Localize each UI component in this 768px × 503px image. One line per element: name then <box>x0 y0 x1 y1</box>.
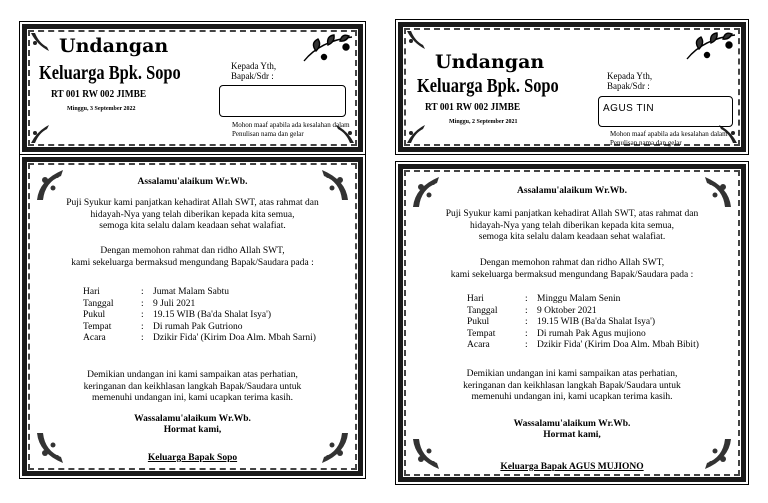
rt-rw-label: RT 001 RW 002 JIMBE <box>51 88 147 100</box>
floral-ornament-icon <box>29 31 51 53</box>
apology-note: Mohon maaf apabila ada kesalahan dalam Penulisan nama dan gelar <box>232 121 350 138</box>
detail-row-time: Pukul : 19.15 WIB (Ba'da Shalat Isya') <box>83 310 272 320</box>
detail-row-event: Acara : Dzikir Fida' (Kirim Doa Alm. Mbah Bibit) <box>467 340 699 350</box>
closing-paragraph: Demikian undangan ini kami sampaikan atas perhatian, keringanan dan keikhlasan langkah Bapak/Saudara untuk memenuhi undangan ini, kami ucapkan terima kasih. <box>463 369 681 402</box>
greeting: Assalamu'alaikum Wr.Wb. <box>137 177 248 187</box>
event-details <box>83 287 316 345</box>
kepada-label: Kepada Yth, Bapak/Sdr : <box>607 71 653 91</box>
date-label: Minggu, 3 September 2022 <box>67 106 136 112</box>
family-name: Keluarga Bpk. Sopo <box>417 75 559 97</box>
detail-row-place: Tempat : Di rumah Pak Agus mujiono <box>467 328 646 339</box>
floral-ornament-icon <box>29 123 51 145</box>
detail-row-place: Tempat : Di rumah Pak Gutriono <box>83 321 243 332</box>
detail-row-day: Hari : Jumat Malam Sabtu <box>83 287 229 297</box>
detail-row-date: Tanggal : 9 Oktober 2021 <box>467 305 597 316</box>
recipient-name-box[interactable] <box>219 85 346 117</box>
detail-row-day: Hari : Minggu Malam Senin <box>467 294 621 304</box>
right-top-card <box>398 22 746 152</box>
opening-paragraph: Puji Syukur kami panjatkan kehadirat Allah SWT, atas rahmat dan hidayah-Nya yang telah diberikan kepada kita semua, semoga kita selalu dalam keadaan sehat walafiat. <box>445 209 699 242</box>
detail-row-date: Tanggal : 9 Juli 2021 <box>83 298 196 309</box>
floral-ornament-icon <box>302 31 354 71</box>
rt-rw-label: RT 001 RW 002 JIMBE <box>425 101 521 113</box>
closing-paragraph: Demikian undangan ini kami sampaikan atas perhatian, keringanan dan keikhlasan langkah Bapak/Saudara untuk memenuhi undangan ini, kami ucapkan terima kasih. <box>83 370 302 403</box>
detail-row-event: Acara : Dzikir Fida' (Kirim Doa Alm. Mbah Sarni) <box>83 333 316 343</box>
family-name: Keluarga Bpk. Sopo <box>39 62 181 84</box>
date-label: Minggu, 2 September 2021 <box>449 119 518 125</box>
event-details <box>467 294 699 352</box>
apology-note: Mohon maaf apabila ada kesalahan dalam Penulisan nama dan gelar <box>610 130 728 147</box>
greeting: Assalamu'alaikum Wr.Wb. <box>517 186 627 196</box>
left-top-card <box>22 24 363 152</box>
family-signature: Keluarga Bapak AGUS MUJIONO <box>500 462 644 472</box>
invitation-title: Undangan <box>59 35 169 57</box>
invitation-title: Undangan <box>435 51 545 73</box>
family-signature: Keluarga Bapak Sopo <box>147 453 238 463</box>
right-body-card <box>398 164 746 482</box>
invitation-paragraph: Dengan memohon rahmat dan ridho Allah SWT, kami sekeluarga bermaksud mengundang Bapak/Saudara pada : <box>450 258 694 280</box>
floral-ornament-icon <box>405 123 427 145</box>
recipient-name-box[interactable]: AGUS TIN <box>598 96 733 127</box>
opening-paragraph: Puji Syukur kami panjatkan kehadirat Allah SWT, atas rahmat dan hidayah-Nya yang telah diberikan kepada kita semua, semoga kita selalu dalam keadaan sehat walafiat. <box>66 198 319 231</box>
detail-row-time: Pukul : 19.15 WIB (Ba'da Shalat Isya') <box>467 317 656 327</box>
floral-ornament-icon <box>685 29 737 69</box>
closing-salutation: Wassalamu'alaikum Wr.Wb. Hormat kami, <box>513 419 631 440</box>
invitation-paragraph: Dengan memohon rahmat dan ridho Allah SWT, kami sekeluarga bermaksud mengundang Bapak/Saudara pada : <box>71 246 314 268</box>
closing-salutation: Wassalamu'alaikum Wr.Wb. Hormat kami, <box>134 414 251 435</box>
left-body-card <box>22 157 363 476</box>
floral-ornament-icon <box>405 29 427 51</box>
kepada-label: Kepada Yth, Bapak/Sdr : <box>231 61 277 81</box>
